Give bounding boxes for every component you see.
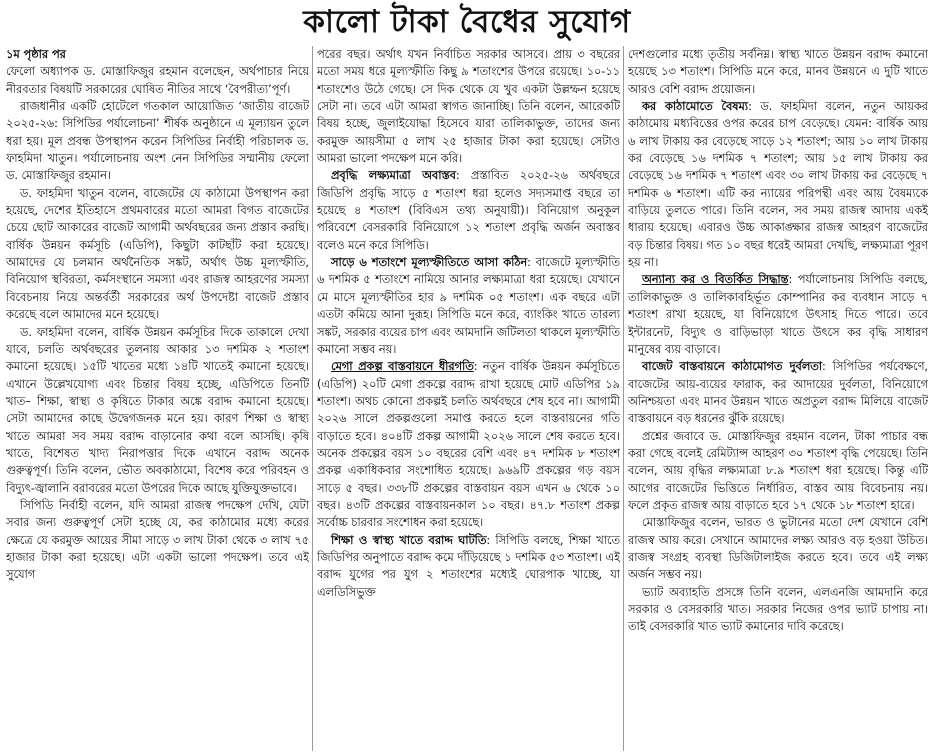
section-paragraph: [628, 358, 928, 427]
paragraph: দেশগুলোর মধ্যে তৃতীয় সর্বনিম্ন। স্বাস্থ্য খাতে উন্নয়ন বরাদ্দ কমানো হয়েছে ১৩ শতাংশ। সিপিডি মনে করে, মানব উন্নয়নে এ দুটি খাতে আরও বেশি বরাদ্দ প্রয়োজন।: [628, 48, 928, 96]
article-column-1: [6, 46, 309, 751]
paragraph: সিপিডি নির্বাহী বলেন, যদি আমরা রাজস্ব পদক্ষেপ দেখি, যেটা সবার জন্য গুরুত্বপূর্ণ সেটা হচ্ছে যে, কর কাঠামোর মধ্যে করের ক্ষেত্রে যে করমুক্ত আয়ের সীমা সাড়ে ৩ লাখ টাকা থেকে ৩ লাখ ৭৫ হাজার টাকা করা হয়েছে। এটা একটা ভালো পদক্ষেপ। তবে এই সুযোগ: [6, 498, 309, 582]
paragraph: ড. ফাহমিদা খাতুন বলেন, বাজেটের যে কাঠামো উপস্থাপন করা হয়েছে, দেশের ইতিহাসে প্রথমবারের মতো আমরা বিগত বাজেটের চেয়ে ছোট আকারের বাজেট আগামী অর্থবছরের জন্য প্রস্তাব করছি। বার্ষিক উন্নয়ন কর্মসূচি (এডিপি), কিছুটা কাটছাঁট করা হয়েছে। আমাদের যে চলমান অর্থনৈতিক সঙ্কট, অর্থাৎ উচ্চ মূল্যস্ফীতি, বিনিয়োগ স্থবিরতা, কর্মসংস্থানে সমস্যা এবং রাজস্ব আহরণের সমস্যা বিবেচনায় নিয়ে অন্তর্বর্তী সরকারের অর্থ উপদেষ্টা বাজেট প্রস্তাব করেছে বলে আমাদের মনে হয়েছে।: [6, 186, 309, 322]
subheading-education-health: শিক্ষা ও স্বাস্থ্য খাতে বরাদ্দ ঘাটতি: [331, 533, 487, 547]
subheading-implementation: বাজেট বাস্তবায়নে কাঠামোগত দুর্বলতা: [642, 360, 822, 374]
headline: কালো টাকা বৈধের সুযোগ: [303, 4, 631, 40]
section-text: : নতুন বার্ষিক উন্নয়ন কর্মসূচিতে (এডিপি) ২০টি মেগা প্রকল্পে বরাদ্দ রাখা হয়েছে মোট এডিপির ১৯ শতাংশ। অথচ কোনো প্রকল্পই চলতি অর্থবছরে শেষ হবে না। আগামী ২০২৬ সালে প্রকল্পগুলো সমাপ্ত করতে হলে বাস্তবায়নের গতি বাড়াতে হবে। ৪০৪টি প্রকল্প আগামী ২০২৬ সালে শেষ করতে হবে। অনেক প্রকল্পের বয়স ১০ বছরের বেশি এবং ৪৭ দশমিক ৮ শতাংশ প্রকল্প একাধিকবার সংশোধিত হয়েছে। ৯৬৯টি প্রকল্পের গড় বয়স সাড়ে ৫ বছর। ৩৩৮টি প্রকল্পের বাস্তবায়ন বয়স এখন ৬ থেকে ১০ বছর। ৪৩টি প্রকল্পের বাস্তবায়নকাল ১০ বছর। ৪৭.৮ শতাংশ প্রকল্প সর্বোচ্চ চারবার সংশোধন করা হয়েছে।: [317, 360, 620, 530]
column-rule-left: [312, 46, 313, 751]
paragraph: মোস্তাফিজুর বলেন, ভারত ও ভুটানের মতো দেশ যেখানে বেশি রাজস্ব আয় করে। সেখানে আমাদের লক্ষ্য আরও বড় হওয়া উচিত। রাজস্ব সংগ্রহ ব্যবস্থা ডিজিটালাইজ করতে হবে। তবে এই লক্ষ্য অর্জন সম্ভব নয়।: [628, 516, 928, 582]
section-paragraph: [317, 532, 620, 601]
paragraph: ড. ফাহমিদা বলেন, বার্ষিক উন্নয়ন কর্মসূচির দিকে তাকালে দেখা যাবে, চলতি অর্থবছরের তুলনায় আকার ১৩ দশমিক ২ শতাংশ কমানো হয়েছে। ১৫টি খাতের মধ্যে ১৪টি খাতেই কমানো হয়েছে। এখানে উল্লেখযোগ্য এবং চিন্তার বিষয় হচ্ছে, এডিপিতে তিনটি খাত– শিক্ষা, স্বাস্থ্য ও কৃষিতে টাকার অঙ্কে বরাদ্দ কমানো হয়েছে। সেটা আমাদের কাছে উদ্বেগজনক মনে হয়। কারণ শিক্ষা ও স্বাস্থ্য খাতে আমরা সব সময় বরাদ্দ বাড়ানোর কথা বলে আসছি। কৃষি খাতে, বিশেষত খাদ্য নিরাপত্তার দিকে এখানে বরাদ্দ অনেক গুরুত্বপূর্ণ। তিনি বলেন, ভৌত অবকাঠামো, বিশেষ করে পরিবহন ও বিদ্যুৎ-জ্বালানি বরাবরের মতো উপরের দিকে আছে যুক্তিযুক্তভাবে।: [6, 325, 309, 495]
paragraph: রাজধানীর একটি হোটেলে গতকাল আয়োজিত ‘জাতীয় বাজেট ২০২৫-২৬: সিপিডির পর্যালোচনা’ শীর্ষক অনুষ্ঠানে এ মূল্যায়ন তুলে ধরা হয়। মূল প্রবন্ধ উপস্থাপন করেন সিপিডির নির্বাহী পরিচালক ড. ফাহমিদা খাতুন। পর্যালোচনায় অংশ নেন সিপিডির সম্মানীয় ফেলো ড. মোস্তাফিজুর রহমান।: [6, 100, 309, 183]
paragraph: পরের বছর। অর্থাৎ যখন নির্বাচিত সরকার আসবে। প্রায় ৩ বছরের মতো সময় ধরে মূল্যস্ফীতি কিছু ৯ শতাংশের উপরে রয়েছে। ১০-১১ শতাংশেও উঠে গেছে। সে দিক থেকে যে খুব একটা উল্লম্ফন হয়েছে সেটা না। তবে এটা আমরা স্বাগত জানাচ্ছি। তিনি বলেন, আরেকটি বিষয় হচ্ছে, জুলাইযোদ্ধা হিসেবে যারা তালিকাভুক্ত, তাদের জন্য করমুক্ত আয়সীমা ৫ লাখ ২৫ হাজার টাকা করা হয়েছে। সেটাও আমরা ভালো পদক্ষেপ মনে করি।: [317, 48, 620, 166]
section-text: : বাজেটে মূল্যস্ফীতি ৬ দশমিক ৫ শতাংশে নামিয়ে আনার লক্ষ্যমাত্রা ধরা হয়েছে। যেখানে মে মাসে মূল্যস্ফীতির হার ৯ দশমিক ০৫ শতাংশ। এক বছরে এটা এতটা কমিয়ে আনা দুরূহ। সিপিডি মনে করে, ব্যাংকিং খাতে তারল্য সঙ্কট, সরকার ব্যয়ের চাপ এবং আমদানি জটিলতা থাকলে মূল্যস্ফীতি কমানো সম্ভব নয়।: [317, 256, 620, 356]
section-text: : সিপিডি বলছে, শিক্ষা খাতে জিডিপির অনুপাতে বরাদ্দ কমে দাঁড়িয়েছে ১ দশমিক ৫৩ শতাংশ। এই বরাদ্দ যুগের পর যুগ ২ শতাংশের মধ্যেই ঘোরপাক খাচ্ছে, যা এলডিসিভুক্ত: [317, 533, 620, 599]
section-paragraph: [317, 254, 620, 358]
subheading-tax-structure: কর কাঠামোতে বৈষম্য: [642, 100, 749, 114]
section-text: : সিপিডির পর্যবেক্ষণে, বাজেটের আয়-ব্যয়ের ফারাক, কর আদায়ের দুর্বলতা, বিনিয়োগে অনিশ্চয়তা এবং মানব উন্নয়ন খাতে অপ্রতুল বরাদ্দ মিলিয়ে বাজেট বাস্তবায়নে বড় ধরনের ঝুঁকি রয়েছে।: [628, 360, 928, 426]
section-paragraph: [628, 271, 928, 358]
column-rule-right: [623, 46, 624, 751]
article-column-3: [628, 46, 928, 751]
paragraph: ভ্যাট অব্যাহতি প্রসঙ্গে তিনি বলেন, এলএনজি আমদানি করে সরকার ও বেসরকারি খাত। সরকার নিজের ওপর ভ্যাট চাপায় না। তাই বেসরকারি খাত ভ্যাট কমানোর দাবি করেছে।: [628, 585, 928, 634]
section-text: : ড. ফাহমিদা বলেন, নতুন আয়কর কাঠামোয় মধ্যবিত্তের ওপর করের চাপ বেড়েছে। যেমন: বার্ষিক আয় ৬ লাখ টাকায় কর বেড়েছে সাড়ে ১২ শতাংশ; আয় ১০ লাখ টাকায় কর বেড়েছে ১৬ দশমিক ৭ শতাংশ; আয় ১৫ লাখ টাকায় কর বেড়েছে ১৬ দশমিক ৭ শতাংশ এবং ৩০ লাখ টাকায় কর বেড়েছে ৭ দশমিক ৬ শতাংশ। এটি কর ন্যায়ের পরিপন্থী এবং আয় বৈষম্যকে বাড়িয়ে তুলতে পারে। তিনি বলেন, সব সময় রাজস্ব আদায় একই ধারায় হয়েছে। এবারও উচ্চ আকাঙ্ক্ষার রাজস্ব আহরণ বাজেটের বড় চিন্তার বিষয়। গত ১০ বছর ধরেই আমরা দেখছি, লক্ষ্যমাত্রা পূরণ হয় না।: [628, 100, 928, 270]
section-paragraph: [628, 98, 928, 271]
section-text: : প্রস্তাবিত ২০২৫-২৬ অর্থবছরে জিডিপি প্রবৃদ্ধি সাড়ে ৫ শতাংশ ধরা হলেও সদ্যসমাপ্ত বছরে তা হয়েছে ৪ শতাংশ (বিবিএস তথ্য অনুযায়ী)। বিনিয়োগ অনুকূল পরিবেশে বেসরকারি বিনিয়োগে ১২ শতাংশ প্রবৃদ্ধি অর্জন অবাস্তব বলেও মনে করে সিপিডি।: [317, 169, 620, 252]
continued-from-label: ১ম পৃষ্ঠার পর: [6, 48, 66, 61]
section-text: : পর্যালোচনায় সিপিডি বলছে, তালিকাভুক্ত ও তালিকাবহির্ভূত কোম্পানির কর ব্যবধান সাড়ে ৭ শতাংশ রাখা হয়েছে, যা বিনিয়োগে উৎসাহ দিতে পারে। তবে ইন্টারনেট, বিদ্যুৎ ও বাড়িভাড়া খাতে উৎসে কর বৃদ্ধি সাধারণ মানুষের ব্যয় বাড়াবে।: [628, 273, 928, 356]
article-column-2: [317, 46, 620, 751]
subheading-mega-projects: মেগা প্রকল্প বাস্তবায়নে ধীরগতি: [331, 360, 474, 374]
paragraph: ফেলো অধ্যাপক ড. মোস্তাফিজুর রহমান বলেছেন, অর্থপাচার নিয়ে নীরবতার বিষয়টি সরকারের ঘোষিত নীতির সাথে ‘বৈপরীত্য’পূর্ণ।: [6, 65, 309, 96]
subheading-other-taxes: অন্যান্য কর ও বিতর্কিত সিদ্ধান্ত: [642, 273, 789, 287]
subheading-growth-target: প্রবৃদ্ধি লক্ষ্যমাত্রা অবাস্তব: [331, 169, 456, 183]
section-paragraph: [317, 358, 620, 531]
paragraph: প্রশ্নের জবাবে ড. মোস্তাফিজুর রহমান বলেন, টাকা পাচার বন্ধ করা গেছে বলেই রেমিট্যান্স আহরণ ৩০ শতাংশ বৃদ্ধি পেয়েছে। তিনি বলেন, আয় বৃদ্ধির লক্ষ্যমাত্রা ৮.৯ শতাংশ ধরা হয়েছে। কিন্তু এটি আগের বাজেটের ভিত্তিতে নির্ধারিত, বাস্তব আয় বিবেচনায় নয়। ফলে প্রকৃত রাজস্ব আয় বাড়াতে হবে ১৭ থেকে ১৮ শতাংশ হারে।: [628, 429, 928, 512]
subheading-inflation: সাড়ে ৬ শতাংশে মূল্যস্ফীতিতে আসা কঠিন: [331, 256, 528, 270]
section-paragraph: [317, 167, 620, 254]
